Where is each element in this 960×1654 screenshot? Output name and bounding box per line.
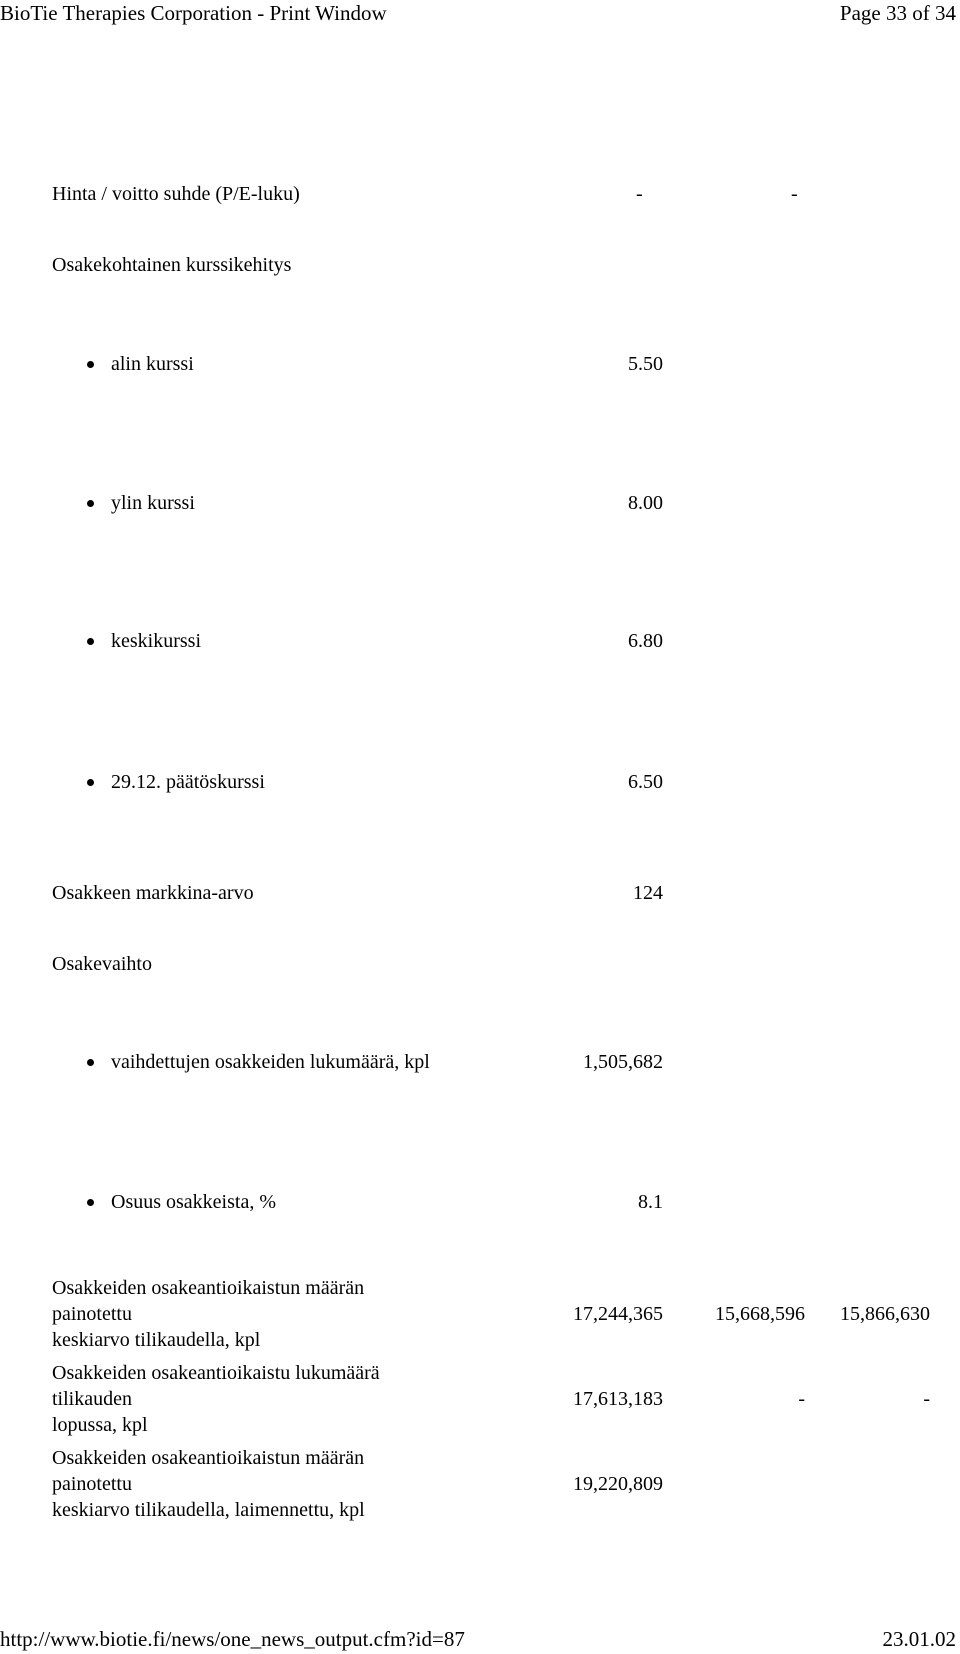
print-footer — [0, 1626, 960, 1652]
print-header — [0, 0, 960, 26]
label-line: Osakkeiden osakeantioikaistun määrän — [52, 1277, 365, 1299]
source-url: http://www.biotie.fi/news/one_news_output.cfm?id=87 — [0, 1627, 465, 1651]
markkina-arvo-row — [0, 880, 960, 906]
painotettu-value-3: 15,866,630 — [840, 1303, 930, 1325]
bullet-icon — [87, 638, 94, 645]
lopussa-value-1: 17,613,183 — [573, 1388, 663, 1410]
kurssikehitys-heading — [0, 252, 960, 278]
print-date: 23.01.02 — [882, 1627, 956, 1651]
lopussa-value-2: - — [798, 1388, 805, 1410]
keskikurssi-label: keskikurssi — [111, 630, 201, 652]
ylin-kurssi-label: ylin kurssi — [111, 492, 195, 514]
laimennettu-value-1: 19,220,809 — [573, 1473, 663, 1495]
label-line: painotettu — [52, 1303, 132, 1325]
vaihdettujen-value: 1,505,682 — [583, 1051, 663, 1073]
bullet-icon — [87, 779, 94, 786]
window-title: BioTie Therapies Corporation - Print Window — [0, 1, 387, 25]
bullet-icon — [87, 1059, 94, 1066]
list-item — [0, 1189, 960, 1215]
label-line: tilikauden — [52, 1388, 132, 1410]
painotettu-keskiarvo-row — [0, 1275, 960, 1353]
label-line: Osakkeiden osakeantioikaistun määrän — [52, 1447, 365, 1469]
markkina-arvo-label: Osakkeen markkina-arvo — [52, 882, 254, 904]
list-item — [0, 628, 960, 654]
list-item — [0, 1049, 960, 1075]
paatoskurssi-label: 29.12. päätöskurssi — [111, 771, 265, 793]
bullet-icon — [87, 361, 94, 368]
label-line: keskiarvo tilikaudella, laimennettu, kpl — [52, 1499, 365, 1521]
label-line: Osakkeiden osakeantioikaistu lukumäärä — [52, 1362, 380, 1384]
list-item — [0, 351, 960, 377]
label-line: lopussa, kpl — [52, 1414, 148, 1436]
kurssikehitys-label: Osakekohtainen kurssikehitys — [52, 254, 292, 276]
osakevaihto-label: Osakevaihto — [52, 953, 152, 975]
keskikurssi-value: 6.80 — [628, 630, 663, 652]
painotettu-value-1: 17,244,365 — [573, 1303, 663, 1325]
osuus-value: 8.1 — [638, 1191, 663, 1213]
ylin-kurssi-value: 8.00 — [628, 492, 663, 514]
osakevaihto-heading — [0, 951, 960, 977]
paatoskurssi-value: 6.50 — [628, 771, 663, 793]
page-number: Page 33 of 34 — [839, 1, 956, 25]
label-line: keskiarvo tilikaudella, kpl — [52, 1329, 261, 1351]
markkina-arvo-value: 124 — [633, 882, 663, 904]
list-item — [0, 490, 960, 516]
list-item — [0, 769, 960, 795]
painotettu-value-2: 15,668,596 — [715, 1303, 805, 1325]
osuus-label: Osuus osakkeista, % — [111, 1191, 276, 1213]
pe-value-2: - — [791, 183, 798, 205]
lopussa-value-3: - — [923, 1388, 930, 1410]
label-line: painotettu — [52, 1473, 132, 1495]
bullet-icon — [87, 500, 94, 507]
alin-kurssi-label: alin kurssi — [111, 353, 194, 375]
pe-value-1: - — [636, 183, 643, 205]
pe-label: Hinta / voitto suhde (P/E-luku) — [52, 183, 300, 205]
alin-kurssi-value: 5.50 — [628, 353, 663, 375]
laimennettu-row — [0, 1445, 960, 1523]
pe-row — [0, 181, 960, 207]
bullet-icon — [87, 1199, 94, 1206]
lopussa-row — [0, 1360, 960, 1438]
vaihdettujen-label: vaihdettujen osakkeiden lukumäärä, kpl — [111, 1051, 430, 1073]
